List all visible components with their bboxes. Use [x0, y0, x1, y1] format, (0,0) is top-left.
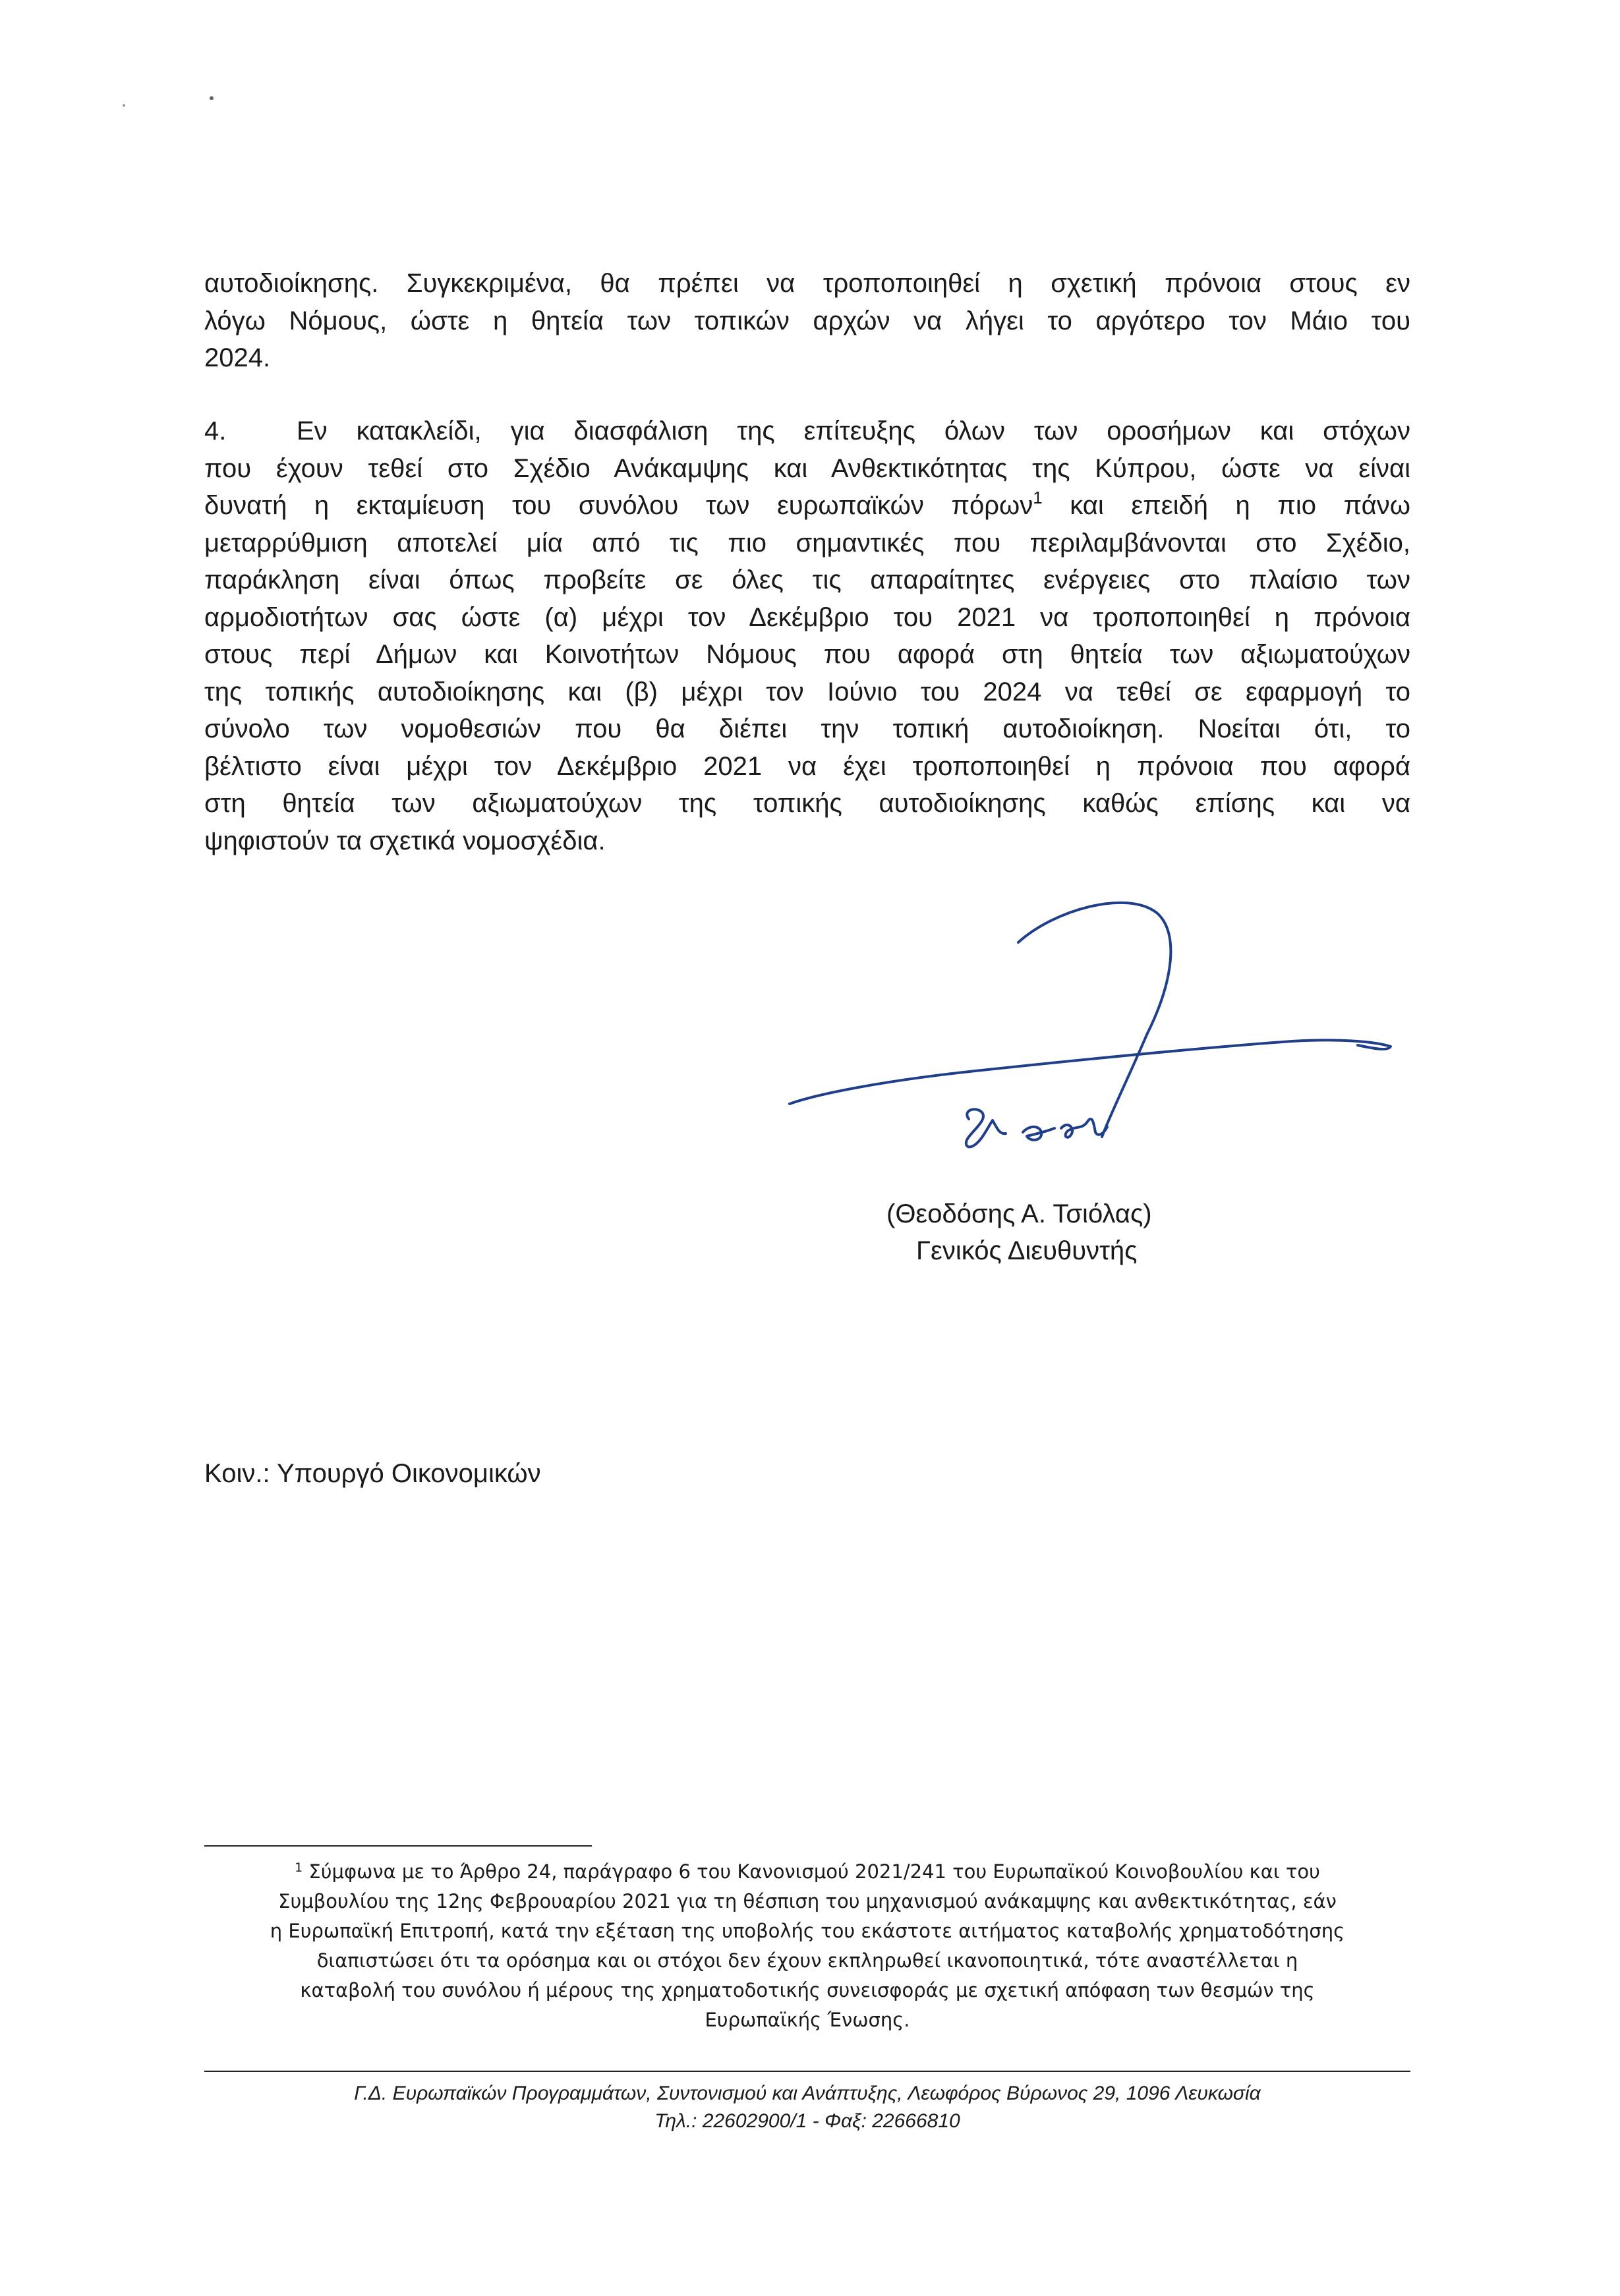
- text-line: αρμοδιοτήτων σας ώστε (α) μέχρι τον Δεκέμβριο του 2021 να τροποποιηθεί η πρόνοια: [204, 602, 1410, 632]
- footer-divider: [204, 2071, 1410, 2072]
- text-segment: και επειδή η πιο πάνω: [1070, 491, 1410, 520]
- footnote-marker: 1: [295, 1860, 303, 1875]
- text-line: 2024.: [204, 343, 271, 372]
- scan-speck: [210, 96, 214, 100]
- cc-line: Κοιν.: Υπουργό Οικονομικών: [204, 1459, 541, 1488]
- footnote-line: διαπιστώσει ότι τα ορόσημα και οι στόχοι δεν έχουν εκπληρωθεί ικανοποιητικά, τότε αναστέλλεται η: [316, 1949, 1298, 1972]
- text-line: αυτοδιοίκησης. Συγκεκριμένα, θα πρέπει να τροποποιηθεί η σχετική πρόνοια στους εν: [204, 269, 1410, 298]
- footer-address: Γ.Δ. Ευρωπαϊκών Προγραμμάτων, Συντονισμού και Ανάπτυξης, Λεωφόρος Βύρωνος 29, 1096 Λευκωσία: [354, 2082, 1261, 2104]
- paragraph-4: [204, 413, 1410, 859]
- text-line: σύνολο των νομοθεσιών που θα διέπει την τοπική αυτοδιοίκηση. Νοείται ότι, το: [204, 714, 1410, 743]
- footnote-line: Συμβουλίου της 12ης Φεβρουαρίου 2021 για τη θέσπιση του μηχανισμού ανάκαμψης και ανθεκτικότητας, εάν: [278, 1890, 1337, 1912]
- text-line: λόγω Νόμους, ώστε η θητεία των τοπικών αρχών να λήγει το αργότερο τον Μάιο του: [204, 306, 1410, 335]
- intro-paragraph: [204, 265, 1410, 377]
- text-segment: δυνατή η εκταμίευση του συνόλου των ευρωπαϊκών πόρων: [204, 491, 1033, 520]
- footnote-line: η Ευρωπαϊκή Επιτροπή, κατά την εξέταση της υποβολής του εκάστοτε αιτήματος καταβολής χρηματοδότησης: [270, 1920, 1345, 1942]
- text-line: μεταρρύθμιση αποτελεί μία από τις πιο σημαντικές που περιλαμβάνονται στο Σχέδιο,: [204, 528, 1410, 558]
- text-line: στη θητεία των αξιωματούχων της τοπικής αυτοδιοίκησης καθώς επίσης και να: [204, 789, 1410, 818]
- signer-name: (Θεοδόσης Α. Τσιόλας): [886, 1199, 1152, 1228]
- text-line: [204, 413, 1410, 450]
- text-segment: Σύμφωνα με το Άρθρο 24, παράγραφο 6 του Κανονισμού 2021/241 του Ευρωπαϊκού Κοινοβουλίου και του: [308, 1860, 1320, 1883]
- signer-title: Γενικός Διευθυντής: [916, 1236, 1138, 1265]
- text-line: ψηφιστούν τα σχετικά νομοσχέδια.: [204, 826, 606, 855]
- text-line: που έχουν τεθεί στο Σχέδιο Ανάκαμψης και Ανθεκτικότητας της Κύπρου, ώστε να είναι: [204, 453, 1410, 483]
- page-footer: [204, 2080, 1410, 2135]
- footnote-line: Ευρωπαϊκής Ένωσης.: [705, 2009, 910, 2031]
- text-line: βέλτιστο είναι μέχρι τον Δεκέμβριο 2021 να έχει τροποποιηθεί η πρόνοια που αφορά: [204, 751, 1410, 781]
- text-line: της τοπικής αυτοδιοίκησης και (β) μέχρι τον Ιούνιο του 2024 να τεθεί σε εφαρμογή το: [204, 677, 1410, 706]
- text-line: στους περί Δήμων και Κοινοτήτων Νόμους που αφορά στη θητεία των αξιωματούχων: [204, 640, 1410, 669]
- text-line: [204, 487, 1410, 525]
- footnote-line: [204, 1857, 1410, 1887]
- paragraph-number: 4.: [204, 416, 227, 445]
- footnote-reference: 1: [1033, 488, 1043, 507]
- footer-contact: Τηλ.: 22602900/1 - Φαξ: 22666810: [654, 2110, 960, 2132]
- footnote-line: καταβολή του συνόλου ή μέρους της χρηματοδοτικής συνεισφοράς με σχετική απόφαση των θεσμών της: [300, 1979, 1315, 2001]
- text-line: παράκληση είναι όπως προβείτε σε όλες τις απαραίτητες ενέργειες στο πλαίσιο των: [204, 565, 1410, 594]
- handwritten-signature: [778, 883, 1397, 1166]
- footnote-divider: [204, 1845, 592, 1847]
- scan-speck: [123, 104, 125, 107]
- footnote: [204, 1857, 1410, 2035]
- text-segment: Εν κατακλείδι, για διασφάλιση της επίτευξης όλων των οροσήμων και στόχων: [297, 416, 1410, 445]
